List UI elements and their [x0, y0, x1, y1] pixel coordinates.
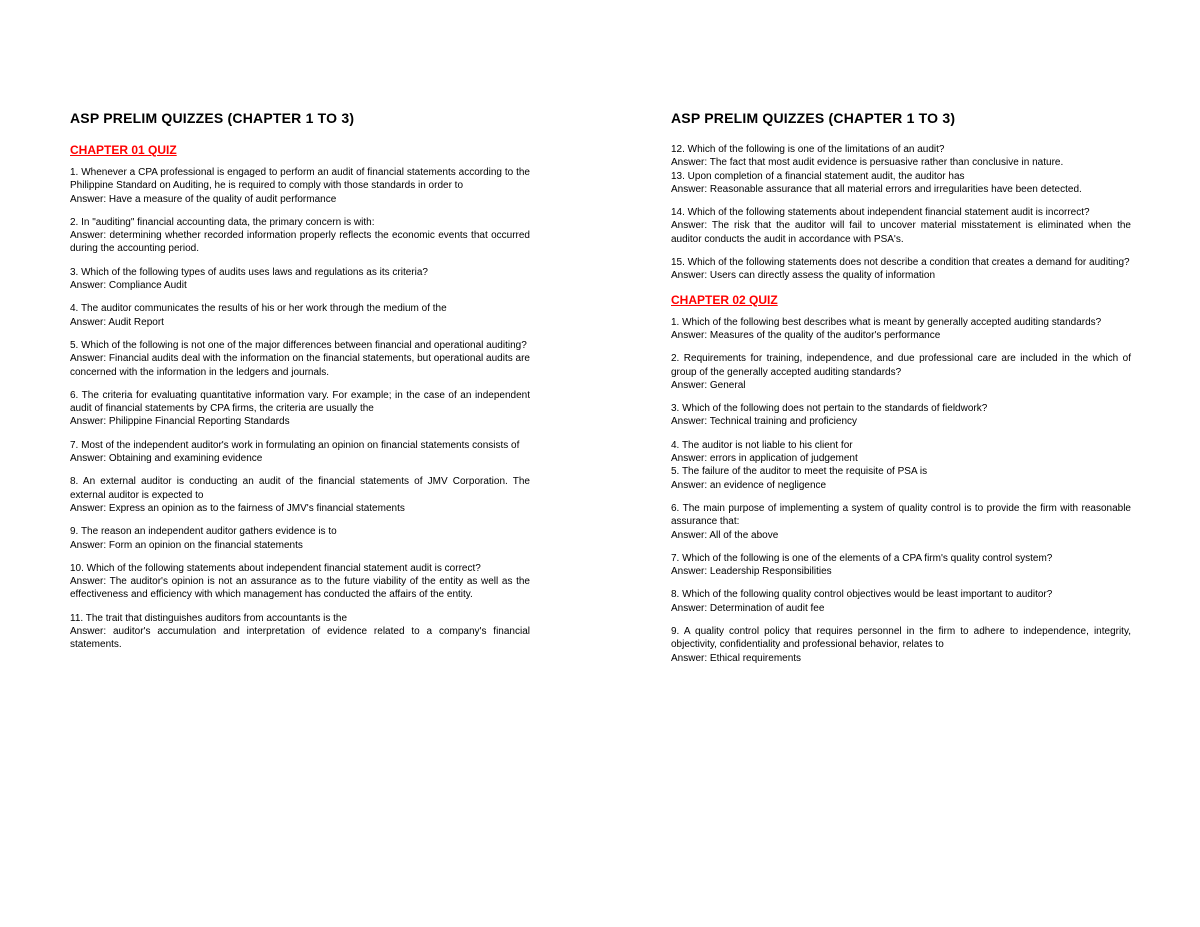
question-text: 13. Upon completion of a financial statement audit, the auditor has	[671, 170, 965, 182]
answer-text: Answer: Form an opinion on the financial statements	[70, 539, 303, 551]
question-item	[671, 625, 1131, 665]
answer-text: Answer: Ethical requirements	[671, 652, 802, 664]
answer-text: Answer: The risk that the auditor will fail to uncover material misstatement is eliminated when the auditor conducts the audit in accordance with PSA's.	[671, 220, 1131, 245]
answer-text: Answer: Financial audits deal with the information on the financial statements, but operational audits are concerned with the information in the ledgers and journals.	[70, 353, 530, 378]
answer-text: Answer: an evidence of negligence	[671, 479, 827, 491]
answer-text: Answer: Express an opinion as to the fairness of JMV's financial statements	[70, 502, 405, 514]
question-item	[671, 206, 1131, 246]
question-text: 12. Which of the following is one of the limitations of an audit?	[671, 144, 945, 155]
question-text: 7. Most of the independent auditor's work in formulating an opinion on financial statements consists of	[70, 439, 520, 451]
question-text: 6. The criteria for evaluating quantitative information vary. For example; in the case of an independent audit of financial statements by CPA firms, the criteria are usually the	[70, 389, 530, 415]
question-text: 8. Which of the following quality control objectives would be least important to auditor?	[671, 589, 1053, 601]
question-item	[70, 266, 530, 293]
question-text: 8. An external auditor is conducting an audit of the financial statements of JMV Corporation. The external auditor is expected to	[70, 476, 530, 501]
question-item	[671, 256, 1131, 283]
question-text: 9. The reason an independent auditor gathers evidence is to	[70, 526, 337, 538]
question-item	[70, 216, 530, 256]
answer-text: Answer: Compliance Audit	[70, 280, 187, 292]
question-item	[70, 562, 530, 602]
question-text: 2. In "auditing" financial accounting data, the primary concern is with:	[70, 216, 375, 228]
question-item	[70, 439, 530, 466]
question-text: 1. Whenever a CPA professional is engaged to perform an audit of financial statements according to the Philippine Standard on Auditing, he is required to comply with those standards in order to	[70, 167, 530, 192]
question-item	[671, 143, 1131, 170]
question-text: 5. The failure of the auditor to meet the requisite of PSA is	[671, 466, 928, 478]
question-text: 1. Which of the following best describes what is meant by generally accepted auditing standards?	[671, 316, 1102, 328]
answer-text: Answer: Technical training and proficiency	[671, 416, 858, 428]
question-list	[70, 166, 530, 652]
question-text: 10. Which of the following statements about independent financial statement audit is correct?	[70, 562, 481, 574]
answer-text: Answer: Philippine Financial Reporting Standards	[70, 416, 290, 428]
question-item	[671, 402, 1131, 429]
question-text: 7. Which of the following is one of the elements of a CPA firm's quality control system?	[671, 552, 1053, 564]
chapter-heading: CHAPTER 01 QUIZ	[70, 143, 177, 157]
answer-text: Answer: All of the above	[671, 529, 779, 541]
question-text: 4. The auditor is not liable to his client for	[671, 439, 853, 451]
question-item	[70, 612, 530, 652]
question-item	[70, 525, 530, 552]
answer-text: Answer: Determination of audit fee	[671, 602, 825, 614]
question-text: 5. Which of the following is not one of the major differences between financial and operational auditing?	[70, 339, 527, 351]
question-text: 15. Which of the following statements does not describe a condition that creates a demand for auditing?	[671, 257, 1130, 269]
chapter-heading: CHAPTER 02 QUIZ	[671, 292, 778, 307]
question-item	[70, 339, 530, 379]
question-text: 14. Which of the following statements about independent financial statement audit is incorrect?	[671, 207, 1090, 219]
question-item	[671, 465, 1131, 492]
question-text: 11. The trait that distinguishes auditors from accountants is the	[70, 612, 348, 624]
answer-text: Answer: auditor's accumulation and interpretation of evidence related to a company's financial statements.	[70, 626, 530, 651]
question-text: 4. The auditor communicates the results of his or her work through the medium of the	[70, 303, 447, 315]
question-item	[70, 475, 530, 515]
answer-text: Answer: The auditor's opinion is not an assurance as to the future viability of the entity as well as the effectiveness and efficiency with which management has conducted the affairs of the entity.	[70, 576, 530, 601]
right-page	[671, 110, 1131, 675]
question-item	[671, 352, 1131, 392]
answer-text: Answer: Measures of the quality of the auditor's performance	[671, 329, 941, 341]
question-item	[70, 389, 530, 429]
question-item	[671, 588, 1131, 615]
answer-text: Answer: errors in application of judgement	[671, 453, 858, 465]
answer-text: Answer: Have a measure of the quality of audit performance	[70, 193, 337, 205]
answer-text: Answer: Obtaining and examining evidence	[70, 453, 263, 465]
answer-text: Answer: determining whether recorded information properly reflects the economic events that occurred during the accounting period.	[70, 230, 530, 255]
question-text: 9. A quality control policy that requires personnel in the firm to adhere to independence, integrity, objectivity, confidentiality and professional behavior, relates to	[671, 626, 1131, 651]
question-item	[671, 170, 1131, 197]
answer-text: Answer: The fact that most audit evidence is persuasive rather than conclusive in nature.	[671, 157, 1064, 169]
answer-text: Answer: Users can directly assess the quality of information	[671, 270, 935, 282]
question-text: 3. Which of the following types of audits uses laws and regulations as its criteria?	[70, 266, 428, 278]
question-text: 3. Which of the following does not pertain to the standards of fieldwork?	[671, 403, 988, 415]
question-item	[70, 166, 530, 206]
answer-text: Answer: Reasonable assurance that all material errors and irregularities have been detected.	[671, 183, 1082, 195]
question-list	[671, 316, 1131, 665]
answer-text: Answer: General	[671, 379, 746, 391]
left-page	[70, 110, 530, 662]
question-text: 2. Requirements for training, independence, and due professional care are included in the which of group of the generally accepted auditing standards?	[671, 353, 1131, 378]
page-title: ASP PRELIM QUIZZES (CHAPTER 1 TO 3)	[70, 110, 355, 126]
answer-text: Answer: Leadership Responsibilities	[671, 566, 832, 578]
page-title: ASP PRELIM QUIZZES (CHAPTER 1 TO 3)	[671, 110, 956, 126]
question-item	[70, 302, 530, 329]
answer-text: Answer: Audit Report	[70, 316, 164, 328]
question-item	[671, 552, 1131, 579]
question-item	[671, 502, 1131, 542]
question-item	[671, 316, 1131, 343]
question-item	[671, 439, 1131, 466]
question-text: 6. The main purpose of implementing a system of quality control is to provide the firm with reasonable assurance that:	[671, 502, 1131, 528]
question-list	[671, 143, 1131, 283]
